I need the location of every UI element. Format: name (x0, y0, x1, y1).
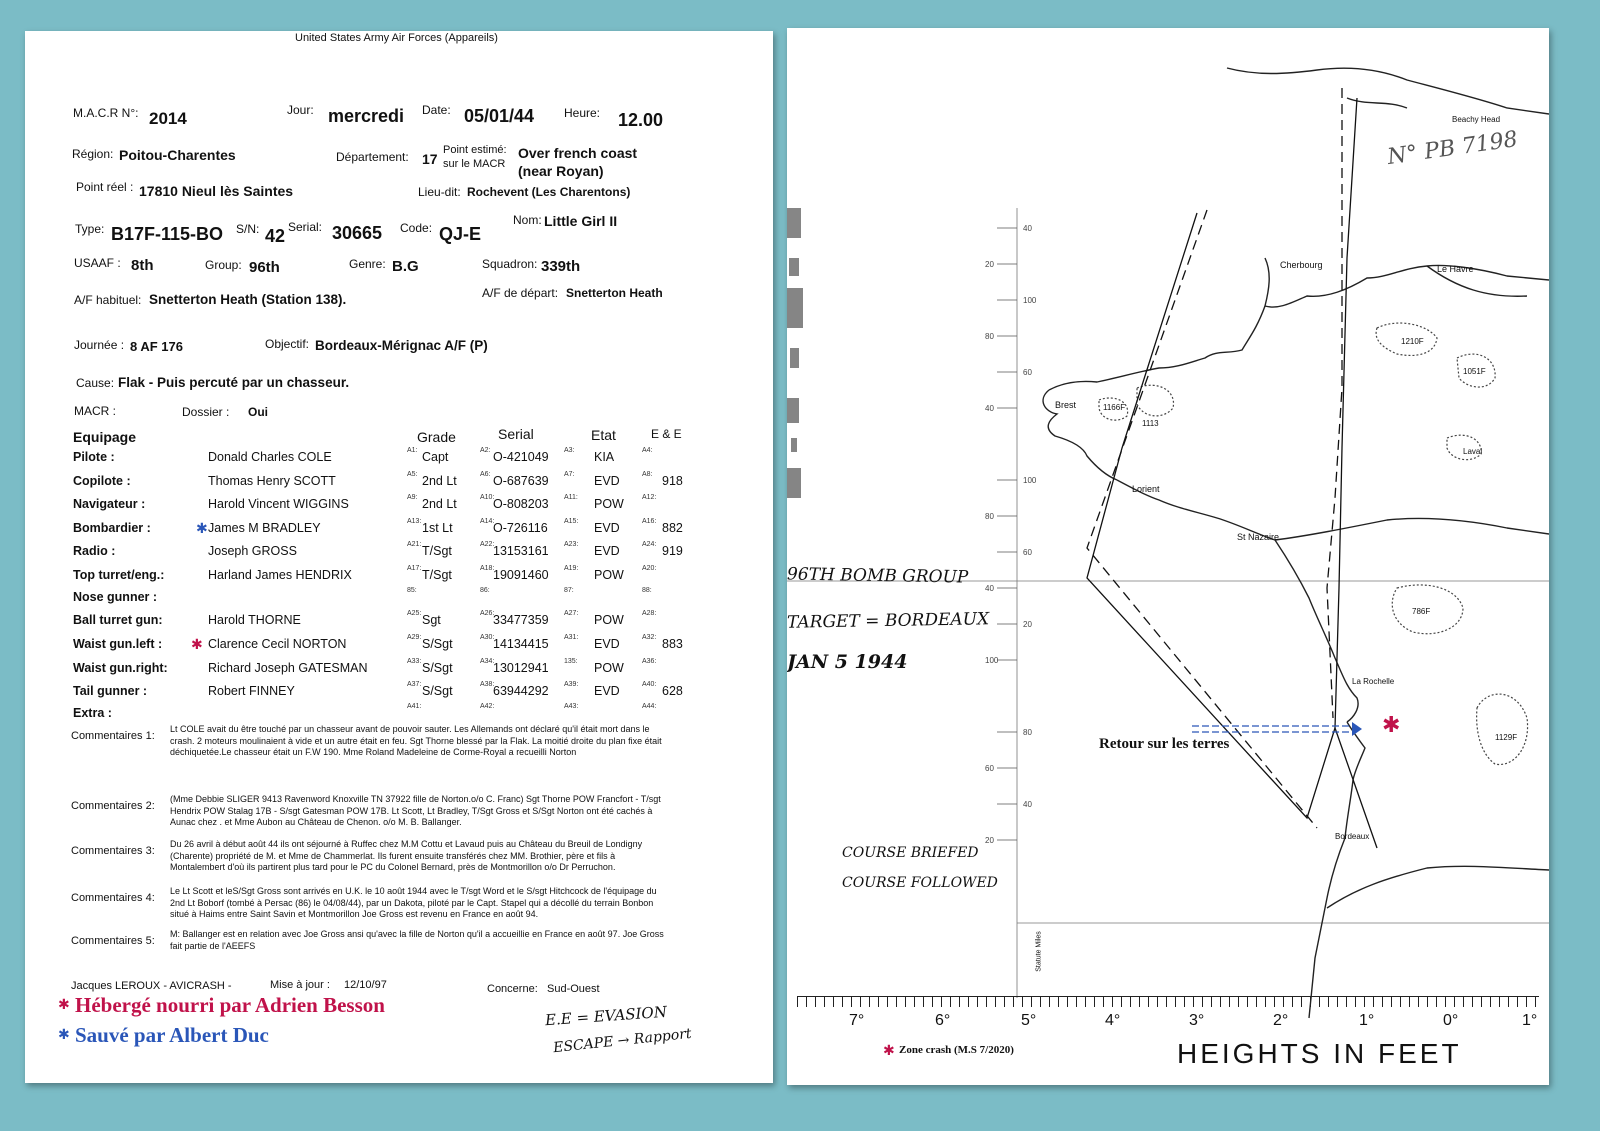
crew-role: Copilote : (73, 474, 131, 488)
col-serial: Serial (498, 426, 534, 442)
blue-asterisk-icon: ✱ (196, 520, 208, 536)
crew-serial-code: 86: (480, 587, 490, 594)
crew-serial: 13012941 (493, 661, 549, 675)
departement-value: 17 (422, 151, 438, 167)
crew-etat: EVD (594, 474, 620, 488)
place-la-rochelle: La Rochelle (1352, 677, 1395, 686)
crew-etat-code: A3: (564, 447, 575, 454)
hw-archive-number: N° PB 7198 (1385, 126, 1520, 171)
place-brest: Brest (1055, 400, 1077, 410)
crew-etat: POW (594, 661, 624, 675)
crew-name: Donald Charles COLE (208, 450, 332, 464)
usaaf-label: USAAF : (74, 256, 121, 270)
crew-grade-code: A1: (407, 447, 418, 454)
longitude-label: 1° (1522, 1012, 1538, 1029)
crew-grade-code: A41: (407, 703, 422, 710)
sn-label: S/N: (236, 222, 260, 236)
handwritten-escape: ESCAPE → Rapport (552, 1025, 693, 1057)
crew-grade-code: 85: (407, 587, 417, 594)
crew-serial-code: A22: (480, 541, 495, 548)
place-laval: Laval (1463, 447, 1483, 456)
crew-etat-code: A19: (564, 565, 579, 572)
crew-serial-code: A34: (480, 658, 495, 665)
crew-serial-code: A10: (480, 494, 495, 501)
coast-gironde (1309, 838, 1345, 1018)
crew-role: Extra : (73, 706, 112, 720)
region-label: Région: (72, 147, 114, 161)
crew-etat: POW (594, 613, 624, 627)
legend-sauve: Sauvé par Albert Duc (75, 1023, 269, 1047)
comment-text: Lt COLE avait du être touché par un chasseur avant de pouvoir sauter. Les Allemands ont déclaré qu'il était mort dans le crash. 2 moteurs moulinaient à vide et un autre était en feu. Sgt Thorne blessé par la Flak. La moitié droite du plan fixe était déchiquetée.Le chasseur était un F.W 190. Mme Roland Madeleine de Corme-Royal a recueilli Norton (170, 724, 662, 757)
longitude-label: 4° (1105, 1012, 1121, 1029)
crew-serial-code: A6: (480, 471, 491, 478)
handwritten-evasion: E.E = EVASION (544, 1002, 668, 1030)
crew-serial: O-421049 (493, 450, 549, 464)
place-cherbourg: Cherbourg (1280, 260, 1323, 270)
lat-tick-label: 20 (985, 836, 994, 845)
genre-label: Genre: (349, 257, 386, 271)
height-1113: 1113 (1142, 419, 1159, 428)
coastline (1043, 68, 1549, 1018)
serial-value: 30665 (332, 223, 383, 243)
crew-grade-code: A13: (407, 518, 422, 525)
macr-number: 2014 (149, 109, 187, 128)
crew-grade: Capt (422, 450, 449, 464)
concerne-value: Sud-Ouest (547, 983, 600, 995)
crew-etat-code: A23: (564, 541, 579, 548)
type-label: Type: (75, 222, 105, 236)
crew-ee: 882 (662, 521, 683, 535)
height-786f: 786F (1412, 607, 1431, 616)
crew-role: Ball turret gun: (73, 613, 163, 627)
return-annotation: Retour sur les terres (1099, 736, 1230, 752)
zone-crash-legend: Zone crash (M.S 7/2020) (899, 1044, 1014, 1056)
crew-role: Bombardier : (73, 521, 151, 535)
coast-vendee (1275, 540, 1358, 722)
squadron-value: 339th (541, 258, 581, 275)
crew-grade: 2nd Lt (422, 497, 457, 511)
longitude-label: 5° (1021, 1012, 1037, 1029)
crew-grade-code: A29: (407, 634, 422, 641)
genre-value: B.G (392, 258, 419, 275)
crew-serial-code: A14: (480, 518, 495, 525)
crew-serial-code: A38: (480, 681, 495, 688)
crew-name: Richard Joseph GATESMAN (208, 661, 368, 675)
hw-course-briefed: COURSE BRIEFED (842, 845, 979, 861)
return-arrow-icon (1352, 722, 1362, 736)
lat-tick-label: 80 (985, 332, 994, 341)
crew-serial: O-726116 (493, 521, 548, 535)
place-le-havre: Le Havre (1437, 264, 1474, 274)
height-1166f: 1166F (1103, 403, 1126, 412)
map-svg (787, 28, 1549, 1085)
af-depart-label: A/F de départ: (482, 286, 559, 300)
crew-grade-code: A21: (407, 541, 422, 548)
course-briefed-2 (1327, 88, 1342, 718)
lat-tick-label: 40 (1023, 224, 1032, 233)
crew-etat-code: 87: (564, 587, 574, 594)
longitude-label: 2° (1273, 1012, 1289, 1029)
af-habituel-label: A/F habituel: (74, 293, 142, 307)
crew-ee-code: A4: (642, 447, 653, 454)
legend-hebergement: Hébergé nourri par Adrien Besson (75, 993, 385, 1017)
red-asterisk-icon: ✱ (191, 636, 203, 652)
sn-value: 42 (265, 226, 286, 246)
macr-document (25, 31, 773, 1083)
longitude-label: 3° (1189, 1012, 1205, 1029)
point-estime-value-2: (near Royan) (518, 163, 604, 179)
lat-tick-label: 40 (985, 404, 994, 413)
crew-ee-code: A44: (642, 703, 657, 710)
crew-serial: O-687639 (493, 474, 549, 488)
crew-serial-code: A18: (480, 565, 495, 572)
jour-value: mercredi (328, 106, 405, 126)
crew-etat: KIA (594, 450, 615, 464)
usaaf-value: 8th (131, 257, 154, 274)
comment-text: Le Lt Scott et leS/Sgt Gross sont arrivés en U.K. le 10 août 1944 avec le T/sgt Word et le S/sgt Hitchcock de l'équipage du 2nd Lt Boborf (tombé à Persac (86) le 04/08/44), par un Dakota, piloté par le Capt. Stapel qui a décollé du terrain Bonbon situé à Haims entre Saint Savin et Montmorillon Joe Gross est revenu en France en août 94. (170, 886, 657, 919)
crash-marker-icon: ✱ (1382, 712, 1401, 737)
col-etat: Etat (591, 427, 616, 443)
crew-ee-code: 88: (642, 587, 652, 594)
crew-ee-code: A24: (642, 541, 657, 548)
lat-tick-label: 100 (1023, 476, 1037, 485)
height-1210f: 1210F (1401, 337, 1424, 346)
course-followed-2 (1087, 213, 1335, 818)
crew-grade: 2nd Lt (422, 474, 457, 488)
high-ground (1099, 323, 1528, 764)
lat-tick-label: 60 (1023, 368, 1032, 377)
crew-serial-code: A26: (480, 610, 495, 617)
crew-etat: EVD (594, 544, 620, 558)
point-estime-label-1: Point estimé: (443, 144, 507, 156)
course-lines (1087, 88, 1377, 848)
crew-grade: T/Sgt (422, 568, 452, 582)
crew-name: Harland James HENDRIX (208, 568, 352, 582)
crew-grade: T/Sgt (422, 544, 452, 558)
group-value: 96th (249, 259, 280, 276)
crew-serial-code: A30: (480, 634, 495, 641)
crew-grade: S/Sgt (422, 661, 453, 675)
crew-role: Tail gunner : (73, 684, 148, 698)
comment-label: Commentaires 4: (71, 892, 155, 904)
point-estime-value-1: Over french coast (518, 145, 638, 161)
crew-ee: 883 (662, 637, 683, 651)
date-label: Date: (422, 103, 451, 117)
crew-role: Nose gunner : (73, 590, 158, 604)
comment-label: Commentaires 2: (71, 800, 155, 812)
crew-etat-code: A31: (564, 634, 579, 641)
nom-label: Nom: (513, 213, 542, 227)
return-line (1192, 726, 1352, 732)
group-label: Group: (205, 258, 242, 272)
place-st-nazaire: St Nazaire (1237, 532, 1280, 542)
crew-ee-code: A36: (642, 658, 657, 665)
crew-grade: S/Sgt (422, 637, 453, 651)
longitude-label: 6° (935, 1012, 951, 1029)
af-depart-value: Snetterton Heath (566, 286, 663, 300)
crew-grade-code: A9: (407, 494, 418, 501)
crew-grade: S/Sgt (422, 684, 453, 698)
crew-etat-code: 135: (564, 658, 578, 665)
point-reel-label: Point réel : (76, 180, 134, 194)
coast-brittany-north (1049, 306, 1265, 390)
place-lorient: Lorient (1132, 484, 1160, 494)
crew-etat: POW (594, 568, 624, 582)
crew-role: Navigateur : (73, 497, 146, 511)
nom-value: Little Girl II (544, 213, 618, 229)
cause-value: Flak - Puis percuté par un chasseur. (118, 375, 350, 390)
lat-tick-label: 100 (985, 656, 999, 665)
scan-noise (787, 208, 803, 498)
serial-label: Serial: (288, 220, 323, 234)
objectif-value: Bordeaux-Mérignac A/F (P) (315, 338, 488, 353)
crew-etat-code: A27: (564, 610, 579, 617)
legend-blue-asterisk-icon: ✱ (58, 1026, 70, 1042)
crew-grade-code: A17: (407, 565, 422, 572)
crew-etat: EVD (594, 637, 620, 651)
legend-red-asterisk-icon: ✱ (58, 996, 70, 1012)
river-loire (1275, 518, 1549, 540)
squadron-label: Squadron: (482, 257, 538, 271)
crew-ee: 918 (662, 474, 683, 488)
equipage-heading: Equipage (73, 429, 137, 445)
course-followed-3 (1335, 728, 1377, 848)
height-1129f: 1129F (1495, 733, 1518, 742)
crew-serial: 63944292 (493, 684, 549, 698)
hw-target: TARGET = BORDEAUX (787, 609, 990, 633)
crew-serial-code: A2: (480, 447, 491, 454)
author: Jacques LEROUX - AVICRASH - (71, 980, 232, 992)
crew-name: Robert FINNEY (208, 684, 295, 698)
maj-label: Mise à jour : (270, 979, 330, 991)
crew-ee: 628 (662, 684, 683, 698)
crew-grade-code: A25: (407, 610, 422, 617)
crew-name: Clarence Cecil NORTON (208, 637, 347, 651)
cause-label: Cause: (76, 376, 115, 390)
mile-scale (797, 996, 1539, 1007)
lat-tick-label: 80 (985, 512, 994, 521)
comment-label: Commentaires 3: (71, 845, 155, 857)
crew-etat-code: A43: (564, 703, 579, 710)
af-habituel-value: Snetterton Heath (Station 138). (149, 292, 347, 307)
crew-serial: 19091460 (493, 568, 549, 582)
lat-tick-label: 60 (985, 764, 994, 773)
crew-serial: O-808203 (493, 497, 549, 511)
crew-ee-code: A32: (642, 634, 657, 641)
comment-text: (Mme Debbie SLIGER 9413 Ravenword Knoxville TN 37922 fille de Norton.o/o C. Franc) Sgt Thorne POW Francfort - T/sgt Hendrix POW Stalag 17B - S/sgt Gatesman POW 17B. Lt Scott, Lt Bradley, T/Sgt Gross et S/Sgt Norton ont été cachés à Aunac chez . et Mme Aubon au Château de Chenon. o/o M. B. Ballanger. (170, 794, 661, 827)
crew-role: Waist gun.left : (73, 637, 163, 651)
journee-value: 8 AF 176 (130, 339, 183, 354)
crew-grade-code: A37: (407, 681, 422, 688)
crew-etat: EVD (594, 521, 620, 535)
crew-name: James M BRADLEY (208, 521, 321, 535)
zone-crash-legend-icon: ✱ (883, 1042, 895, 1058)
comment-text: M: Ballanger est en relation avec Joe Gross ansi qu'avec la fille de Norton qu'il a accueillie en France en août 97. Joe Gross fait partie de l'AEEFS (170, 929, 664, 951)
longitude-label: 0° (1443, 1012, 1459, 1029)
crew-etat-code: A39: (564, 681, 579, 688)
col-grade: Grade (417, 429, 456, 445)
crew-role: Radio : (73, 544, 116, 558)
crew-grade: Sgt (422, 613, 441, 627)
lat-tick-label: 20 (1023, 620, 1032, 629)
crew-ee-code: A40: (642, 681, 657, 688)
heure-value: 12.00 (618, 110, 664, 130)
crew-name: Thomas Henry SCOTT (208, 474, 336, 488)
code-value: QJ-E (439, 224, 482, 244)
macr-dossier-label: MACR : (74, 404, 116, 418)
lat-tick-label: 60 (1023, 548, 1032, 557)
code-label: Code: (400, 221, 433, 235)
objectif-label: Objectif: (265, 337, 310, 351)
crew-ee-code: A16: (642, 518, 657, 525)
heure-label: Heure: (564, 106, 601, 120)
hw-date: JAN 5 1944 (787, 651, 908, 673)
crew-name: Joseph GROSS (208, 544, 297, 558)
place-bordeaux: Bordeaux (1335, 832, 1370, 841)
crew-etat-code: A15: (564, 518, 579, 525)
comment-label: Commentaires 5: (71, 935, 155, 947)
maj-date: 12/10/97 (344, 979, 387, 991)
crew-serial: 13153161 (493, 544, 549, 558)
departement-label: Département: (336, 150, 409, 164)
crew-ee-code: A20: (642, 565, 657, 572)
crew-name: Harold Vincent WIGGINS (208, 497, 349, 511)
crew-etat-code: A11: (564, 494, 578, 501)
flight-route-map (787, 28, 1549, 1085)
crew-ee-code: A12: (642, 494, 657, 501)
lat-tick-label: 80 (1023, 728, 1032, 737)
point-reel-value: 17810 Nieul lès Saintes (139, 183, 294, 199)
crew-ee-code: A8: (642, 471, 653, 478)
latitude-ticks (985, 224, 1037, 845)
crew-role: Top turret/eng.: (73, 568, 165, 582)
scale-label: Statute Miles (1035, 931, 1043, 972)
crew-grade: 1st Lt (422, 521, 453, 535)
point-estime-label-2: sur le MACR (443, 158, 506, 170)
lat-tick-label: 100 (1023, 296, 1037, 305)
date-value: 05/01/44 (464, 106, 535, 126)
concerne-label: Concerne: (487, 983, 538, 995)
crew-ee-code: A28: (642, 610, 657, 617)
lieu-dit-label: Lieu-dit: (418, 185, 461, 199)
jour-label: Jour: (287, 103, 314, 117)
coast-charente (1345, 722, 1365, 838)
comment-label: Commentaires 1: (71, 730, 155, 742)
crew-etat-code: A7: (564, 471, 575, 478)
crew-role: Waist gun.right: (73, 661, 168, 675)
lat-tick-label: 40 (1023, 800, 1032, 809)
dossier-label: Dossier : (182, 405, 230, 419)
doc-header: United States Army Air Forces (Appareils) (295, 32, 498, 44)
crew-etat: EVD (594, 684, 620, 698)
type-value: B17F-115-BO (111, 224, 224, 244)
longitude-label: 7° (849, 1012, 865, 1029)
region-value: Poitou-Charentes (119, 147, 236, 163)
crew-etat: POW (594, 497, 624, 511)
place-beachy-head: Beachy Head (1452, 115, 1501, 124)
journee-label: Journée : (74, 338, 125, 352)
col-ee: E & E (651, 427, 682, 441)
coast-uk (1227, 68, 1549, 114)
lat-tick-label: 20 (985, 260, 994, 269)
heights-title: HEIGHTS IN FEET (1177, 1038, 1462, 1069)
crew-role: Pilote : (73, 450, 115, 464)
macr-label: M.A.C.R N°: (73, 106, 139, 120)
crew-serial: 14134415 (493, 637, 549, 651)
course-followed (1335, 98, 1357, 728)
crew-ee: 919 (662, 544, 683, 558)
crew-serial-code: A42: (480, 703, 495, 710)
crew-serial: 33477359 (493, 613, 549, 627)
lat-tick-label: 40 (985, 584, 994, 593)
crew-grade-code: A33: (407, 658, 422, 665)
river-garonne (1327, 866, 1549, 908)
hw-course-followed: COURSE FOLLOWED (842, 875, 998, 891)
longitude-label: 1° (1359, 1012, 1375, 1029)
height-1051f: 1051F (1463, 367, 1486, 376)
lieu-dit-value: Rochevent (Les Charentons) (467, 185, 631, 199)
crew-grade-code: A5: (407, 471, 418, 478)
comment-text: Du 26 avril à début août 44 ils ont séjourné à Ruffec chez M.M Cottu et Lavaud puis au Château du Breuil de Londigny (Charente) propriété de M. et Mme de Chammerlat. Ils furent ensuite transférés chez MM. Brothier, père et fils à Montalembert d'où ils partirent plus tard pour le PC du Colonel Bernard, près de Montmorillon o/o Dr Perruchon. (170, 839, 643, 872)
dossier-value: Oui (248, 405, 268, 419)
crew-name: Harold THORNE (208, 613, 301, 627)
hw-bomb-group: 96TH BOMB GROUP (787, 564, 969, 588)
